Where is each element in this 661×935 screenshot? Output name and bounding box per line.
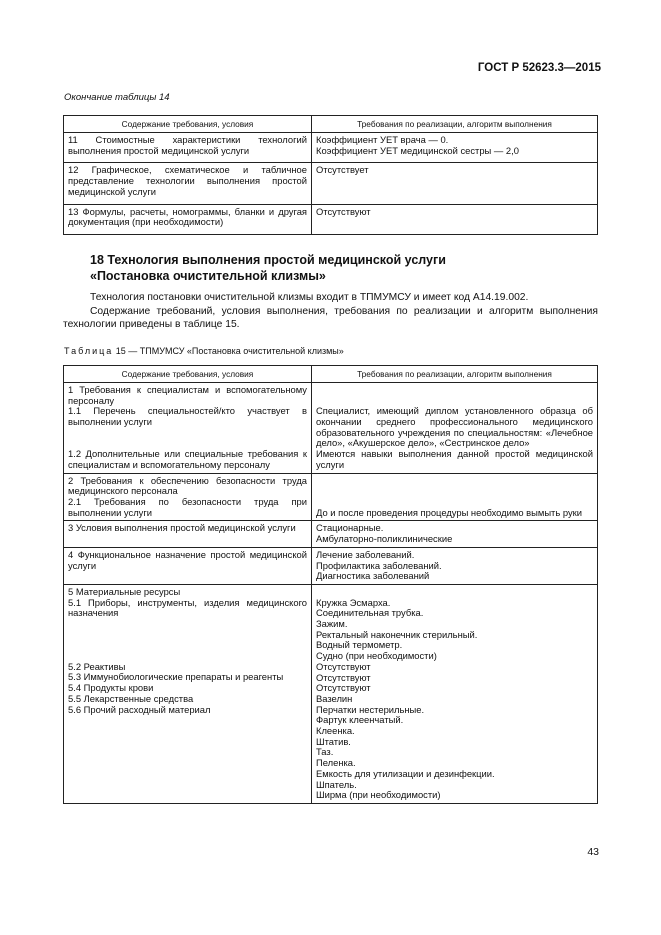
cell-implementation: Стационарные. Амбулаторно-поликлинические [312, 521, 598, 547]
column-header: Содержание требования, условия [64, 116, 312, 133]
table-row [64, 133, 598, 163]
table-header-row [64, 116, 598, 133]
table-14 [63, 115, 598, 235]
table-row [64, 584, 598, 803]
cell-implementation: Специалист, имеющий диплом установленного образца об окончании среднего профессионального медицинского образовательного учреждения по специальностям: «Лечебное дело», «Акушерское дело», «Сестринское дело» Имеются навыки выполнения данной простой медицинской услуги [312, 383, 598, 474]
column-header: Требования по реализации, алгоритм выполнения [312, 116, 598, 133]
cell-implementation: Отсутствует [312, 163, 598, 204]
cell-requirement: 1 Требования к специалистам и вспомогательному персоналу 1.1 Перечень специальностей/кто участвует в выполнении услуги 1.2 Дополнительные или специальные требования к специалистам и вспомогательному персоналу [64, 383, 312, 474]
section-heading: 18 Технология выполнения простой медицинской услуги «Постановка очистительной клизмы» [90, 253, 446, 283]
cell-requirement: 5 Материальные ресурсы 5.1 Приборы, инструменты, изделия медицинского назначения 5.2 Реактивы 5.3 Иммунобиологические препараты и реагенты 5.4 Продукты крови 5.5 Лекарственные средства 5.6 Прочий расходный материал [64, 584, 312, 803]
table-row [64, 547, 598, 584]
cell-implementation: Отсутствуют [312, 204, 598, 234]
cell-requirement: 13 Формулы, расчеты, номограммы, бланки и другая документация (при необходимости) [64, 204, 312, 234]
table-row [64, 383, 598, 474]
table-row [64, 473, 598, 521]
table14-caption: Окончание таблицы 14 [64, 92, 170, 103]
cell-requirement: 2 Требования к обеспечению безопасности труда медицинского персонала 2.1 Требования по безопасности труда при выполнении услуги [64, 473, 312, 521]
cell-implementation: Лечение заболеваний. Профилактика заболеваний. Диагностика заболеваний [312, 547, 598, 584]
table-row [64, 521, 598, 547]
table-row [64, 204, 598, 234]
document-code: ГОСТ Р 52623.3—2015 [477, 62, 601, 74]
table-row [64, 163, 598, 204]
table-header-row [64, 366, 598, 383]
cell-implementation: Коэффициент УЕТ врача — 0. Коэффициент УЕТ медицинской сестры — 2,0 [312, 133, 598, 163]
column-header: Требования по реализации, алгоритм выполнения [312, 366, 598, 383]
paragraph: Содержание требований, условия выполнения, требования по реализации и алгоритм выполнения технологии приведены в таблице 15. [63, 306, 598, 330]
cell-requirement: 12 Графическое, схематическое и табличное представление технологии выполнения простой медицинской услуги [64, 163, 312, 204]
cell-requirement: 3 Условия выполнения простой медицинской услуги [64, 521, 312, 547]
table15-caption: Таблица 15 — ТПМУМСУ «Постановка очистительной клизмы» [64, 346, 344, 356]
paragraph: Технология постановки очистительной клизмы входит в ТПМУМСУ и имеет код А14.19.002. [90, 292, 529, 303]
cell-requirement: 4 Функциональное назначение простой медицинской услуги [64, 547, 312, 584]
cell-implementation: До и после проведения процедуры необходимо вымыть руки [312, 473, 598, 521]
page-number: 43 [587, 846, 599, 858]
table-15 [63, 365, 598, 804]
cell-requirement: 11 Стоимостные характеристики технологий выполнения простой медицинской услуги [64, 133, 312, 163]
column-header: Содержание требования, условия [64, 366, 312, 383]
cell-implementation: Кружка Эсмарха. Соединительная трубка. Зажим. Ректальный наконечник стерильный. Водный термометр. Судно (при необходимости) Отсутствуют Отсутствуют Отсутствуют Вазелин Перчатки нестерильные. Фартук клеенчатый. Клеенка. Штатив. Таз. Пеленка. Емкость для утилизации и дезинфекции. Шпатель. Ширма (при необходимости) [312, 584, 598, 803]
